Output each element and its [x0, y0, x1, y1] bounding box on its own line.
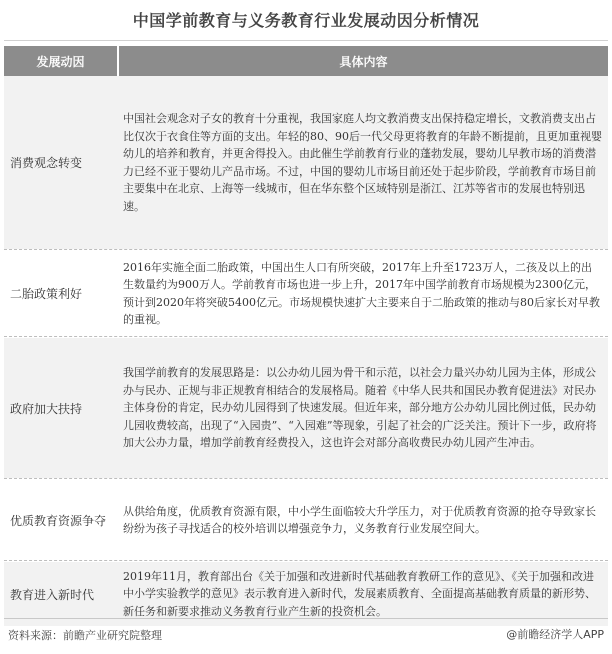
brand-credit [506, 626, 604, 642]
table-row [4, 562, 608, 626]
table-header [4, 46, 608, 76]
content-cell: 从供给角度，优质教育资源有限，中小学生面临较大升学压力，对于优质教育资源的抢夺导致家长纷纷为孩子寻找适合的校外培训以增强竞争力，义务教育行业发展空间大。 [123, 504, 596, 535]
content-cell: 我国学前教育的发展思路是：以公办幼儿园为骨干和示范，以社会力量兴办幼儿园为主体，形成公办与民办、正规与非正规教育相结合的发展格局。随着《中华人民共和国民办教育促进法》对民办主体身份的肯定，民办幼儿园得到了快速发展。但近年来，部分地方公办幼儿园比例过低，民办幼儿园收费较高，出现了“入园贵”、“入园难”等现象，引起了社会的广泛关注。预计下一步，政府将加大公办力量，增加学前教育经费投入，这也许会对部分高收费民办幼儿园产生冲击。 [123, 366, 597, 450]
source-note: 资料来源：前瞻产业研究院整理 [8, 629, 162, 642]
table-row [4, 251, 608, 336]
factor-cell: 优质教育资源争夺 [10, 513, 107, 528]
header-factor: 发展动因 [36, 54, 85, 69]
bottom-divider [4, 618, 608, 619]
analysis-table [4, 46, 608, 626]
content-cell: 2016年实施全面二胎政策，中国出生人口有所突破，2017年上升至1723万人，二孩及以上的出生数量约为900万人。学前教育市场也进一步上升，2017年中国学前教育市场规模为2300亿元，预计到2020年将突破5400亿元。市场规模快速扩大主要来自于二胎政策的推动与80后家长对早教的重视。 [123, 260, 600, 326]
table-row [4, 480, 608, 560]
content-cell: 中国社会观念对子女的教育十分重视，我国家庭人均文教消费支出保持稳定增长，文教消费支出占比仅次于衣食住等方面的支出。年轻的80、90后一代父母更将教育的年龄不断提前，且更加重视婴幼儿的培养和教育，并更舍得投入。由此催生学前教育行业的蓬勃发展，婴幼儿早教市场的消费潜力已经不亚于婴幼儿产品市场。不过，中国的婴幼儿市场目前还处于起步阶段，学前教育市场目前主要集中在北京、上海等一线城市，但在华东整个区域特别是浙江、江苏等省市的发展也特别迅速。 [123, 112, 602, 213]
factor-cell: 政府加大扶持 [10, 401, 83, 416]
content-cell: 2019年11月，教育部出台《关于加强和改进新时代基础教育教研工作的意见》、《关于加强和改进中小学实验教学的意见》表示教育进入新时代，发展素质教育、全面提高基础教育质量的新形势、新任务和新要求推动义务教育行业产生新的投资机会。 [123, 569, 596, 618]
table-row [4, 338, 608, 478]
brand-credit-text: @前瞻经济学人APP [506, 628, 604, 641]
top-divider [4, 40, 608, 41]
factor-cell: 二胎政策利好 [10, 287, 83, 301]
factor-cell: 消费观念转变 [10, 156, 83, 170]
factor-cell: 教育进入新时代 [10, 587, 95, 602]
table-row [4, 76, 608, 249]
header-content: 具体内容 [117, 46, 608, 76]
page-title: 中国学前教育与义务教育行业发展动因分析情况 [132, 11, 480, 30]
